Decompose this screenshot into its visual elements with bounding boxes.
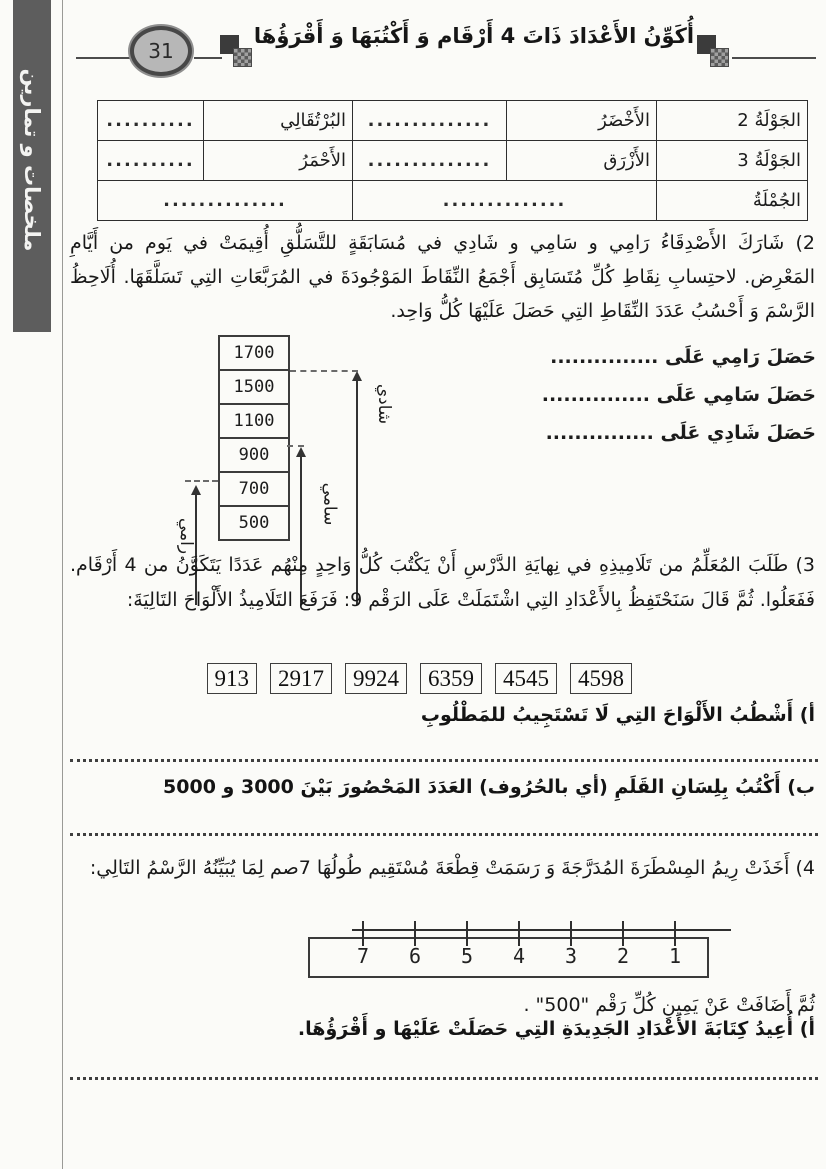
board-number: 4598 bbox=[570, 663, 632, 694]
rami-level-dash bbox=[185, 480, 218, 482]
round-2-label: الجَوْلَةُ 2 bbox=[657, 101, 808, 141]
total-label: الجُمْلَةُ bbox=[657, 181, 808, 221]
number-boards bbox=[200, 663, 632, 694]
ruler-number: 3 bbox=[564, 944, 578, 968]
answer-dots: .............. bbox=[353, 181, 657, 221]
points-box: 500 bbox=[218, 505, 290, 541]
checker-icon bbox=[218, 33, 254, 69]
ruler-number: 2 bbox=[616, 944, 630, 968]
points-column bbox=[218, 335, 290, 541]
header-rule-right bbox=[732, 57, 816, 59]
score-table bbox=[97, 100, 808, 221]
dotted-answer-line bbox=[70, 750, 818, 762]
ruler-tick bbox=[518, 921, 520, 946]
ruler-tick bbox=[414, 921, 416, 946]
rami-answer-line: حَصَلَ رَامِي عَلَى ............... bbox=[550, 346, 816, 368]
shadi-level-dash bbox=[290, 370, 358, 372]
answer-dots: .............. bbox=[98, 181, 353, 221]
points-box: 1100 bbox=[218, 403, 290, 439]
page-number-badge bbox=[130, 26, 192, 76]
exercise3-part-a: أ) أَشْطُبُ الأَلْوَاحَ التِي لَا تَسْتَجِيبُ للمَطْلُوبِ bbox=[420, 704, 815, 726]
board-number: 913 bbox=[207, 663, 258, 694]
exercise4-statement: 4) أَخَذَتْ رِيمُ المِسْطَرَةَ المُدَرَّجَةَ وَ رَسَمَتْ قِطْعَةَ مُسْتَقِيم طُولُهَا 7صم لِمَا يُبَيِّنُهُ الرَّسْمُ التَالِي: bbox=[89, 857, 815, 879]
exercise3-part-b: ب) أَكْتُبُ بِلِسَانِ القَلَمِ (أي بالحُرُوف) العَدَدَ المَحْصُورَ بَيْنَ 3000 و 5000 bbox=[163, 776, 815, 798]
ruler-tick bbox=[466, 921, 468, 946]
board-number: 9924 bbox=[345, 663, 407, 694]
sidebar-tab bbox=[13, 0, 51, 332]
checker-pattern-square bbox=[710, 48, 729, 67]
ruler-tick bbox=[622, 921, 624, 946]
page-number: 31 bbox=[148, 39, 174, 63]
color-red-label: الأَحْمَرُ bbox=[204, 141, 353, 181]
answer-dots: .............. bbox=[353, 141, 507, 181]
color-green-label: الأَخْضَرُ bbox=[507, 101, 657, 141]
exercise2-statement: 2) شَارَكَ الأَصْدِقَاءُ رَامِي و سَامِي و شَادِي في مُسَابَقَةٍ للتَّسَلُّقِ أُقِيمَتْ في يَوم من أَيَّامِ المَعْرِض. لاحتِسابِ نِقَاطِ كُلِّ مُتَسَابِق أَجْمَعُ النِّقَاطَ المَوْجُودَةَ في المُرَبَّعَاتِ التِي تَسَلَّقَهَا. أُلَاحِظُ الرَّسْمَ وَ أَحْسُبُ عَدَدَ النِّقَاطِ التِي حَصَلَ عَلَيْهَا كُلُّ وَاحِد. bbox=[70, 232, 815, 322]
ruler-tick bbox=[674, 921, 676, 946]
margin-rule bbox=[62, 0, 63, 1169]
shadi-label: شادي bbox=[374, 383, 395, 425]
color-orange-label: البُرْتُقَالِي bbox=[204, 101, 353, 141]
board-number: 4545 bbox=[495, 663, 557, 694]
table-row bbox=[98, 181, 808, 221]
exercise4-note: ثُمَّ أَضَافَتْ عَنْ يَمِينِ كُلِّ رَقْم "500" . bbox=[523, 994, 815, 1016]
ruler-number: 5 bbox=[460, 944, 474, 968]
answer-dots: .......... bbox=[98, 101, 204, 141]
ruler-number: 1 bbox=[668, 944, 682, 968]
ruler-number: 7 bbox=[356, 944, 370, 968]
color-blue-label: الأَزْرَق bbox=[507, 141, 657, 181]
table-row bbox=[98, 101, 808, 141]
shadi-answer-line: حَصَلَ شَادِي عَلَى ............... bbox=[545, 422, 816, 444]
round-3-label: الجَوْلَةُ 3 bbox=[657, 141, 808, 181]
board-number: 2917 bbox=[270, 663, 332, 694]
exercise4-part-a: أ) أُعِيدُ كِتَابَةَ الأَعْدَادِ الجَدِيدَةِ التِي حَصَلَتْ عَلَيْهَا و أَقْرَؤُهَا. bbox=[297, 1018, 815, 1040]
sidebar-tab-label: ملخصات و تمارين bbox=[20, 68, 44, 252]
ruler-tick bbox=[362, 921, 364, 946]
points-box: 1700 bbox=[218, 335, 290, 371]
ruler-tick bbox=[570, 921, 572, 946]
rami-label: رامي bbox=[176, 517, 197, 555]
table-row bbox=[98, 141, 808, 181]
ruler-number: 6 bbox=[408, 944, 422, 968]
exercise2-answers bbox=[478, 338, 816, 452]
ruler-number: 4 bbox=[512, 944, 526, 968]
page-title: أُكَوِّنُ الأَعْدَادَ ذَاتَ 4 أَرْقَام وَ أَكْتُبَهَا وَ أَقْرَؤُهَا bbox=[253, 24, 695, 48]
sami-answer-line: حَصَلَ سَامِي عَلَى ............... bbox=[541, 384, 816, 406]
board-number: 6359 bbox=[420, 663, 482, 694]
header-rule-left bbox=[76, 57, 130, 59]
checker-icon bbox=[695, 33, 731, 69]
dotted-answer-line bbox=[70, 1068, 818, 1080]
points-box: 1500 bbox=[218, 369, 290, 405]
points-box: 900 bbox=[218, 437, 290, 473]
exercise3-statement: 3) طَلَبَ المُعَلِّمُ من تَلَامِيذِهِ في نِهايَةِ الدَّرْسِ أَنْ يَكْتُبَ كُلُّ وَاحِدٍ مِنْهُم عَدَدًا يَتَكَوَّنُ من 4 أَرْقَام. فَفَعَلُوا. ثُمَّ قَالَ سَنَحْتَفِظُ بِالأَعْدَادِ التِي اشْتَمَلَتْ عَلَى الرَقْم 9: فَرَفَعَ التَلَامِيذُ الأَلْوَاحَ التَالِيَةَ: bbox=[70, 554, 816, 611]
dotted-answer-line bbox=[70, 824, 818, 836]
answer-dots: .......... bbox=[98, 141, 204, 181]
sami-label: سامي bbox=[319, 482, 340, 526]
sami-level-dash bbox=[287, 445, 304, 447]
points-box: 700 bbox=[218, 471, 290, 507]
answer-dots: .............. bbox=[353, 101, 507, 141]
checker-pattern-square bbox=[233, 48, 252, 67]
